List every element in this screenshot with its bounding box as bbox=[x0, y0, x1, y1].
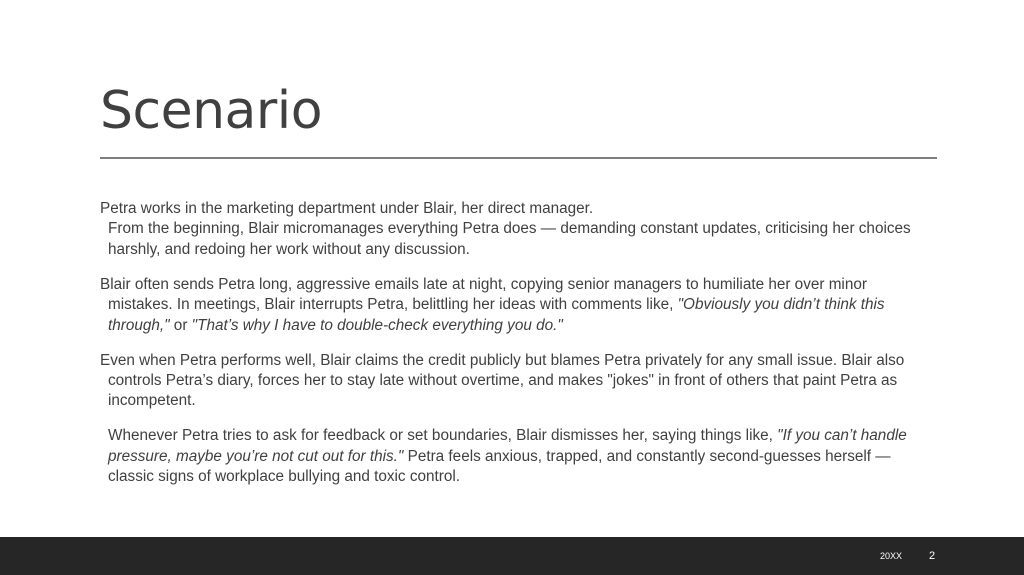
paragraph-4 bbox=[100, 426, 930, 487]
paragraph-2-quote-1: "Obviously you didn’t think this through," bbox=[108, 296, 885, 334]
paragraph-3 bbox=[100, 351, 930, 412]
paragraph-4-quote: "If you can’t handle pressure, maybe you’re not cut out for this." bbox=[108, 427, 907, 465]
paragraph-1-line-2: From the beginning, Blair micromanages everything Petra does — demanding constant updates, criticising her choices harshly, and redoing her work without any discussion. bbox=[108, 220, 911, 258]
footer-bar bbox=[0, 537, 1024, 575]
paragraph-3-text: Even when Petra performs well, Blair claims the credit publicly but blames Petra privately for any small issue. Blair also controls Petra’s diary, forces her to stay late without overtime, and makes "jokes" in front of others that paint Petra as incompetent. bbox=[100, 351, 905, 410]
paragraph-4-text-end: Petra feels anxious, trapped, and constantly second-guesses herself — classic signs of workplace bullying and toxic control. bbox=[108, 447, 891, 486]
footer-date: 20XX bbox=[880, 551, 903, 561]
page-number: 2 bbox=[929, 550, 936, 562]
paragraph-4-text: Whenever Petra tries to ask for feedback or set boundaries, Blair dismisses her, saying things like, bbox=[108, 427, 778, 445]
title-divider bbox=[100, 157, 937, 159]
paragraph-2 bbox=[100, 275, 930, 336]
slide-body bbox=[100, 199, 930, 502]
paragraph-2-quote-2: "That’s why I have to double-check everything you do." bbox=[191, 316, 563, 334]
paragraph-2-connector: or bbox=[169, 316, 192, 334]
paragraph-1 bbox=[100, 199, 930, 260]
paragraph-1-line-1: Petra works in the marketing department under Blair, her direct manager. bbox=[100, 200, 594, 217]
slide-title: Scenario bbox=[100, 81, 323, 141]
paragraph-2-text: Blair often sends Petra long, aggressive emails late at night, copying senior managers to humiliate her over minor mistakes. In meetings, Blair interrupts Petra, belittling her ideas with comments like, bbox=[100, 275, 867, 314]
